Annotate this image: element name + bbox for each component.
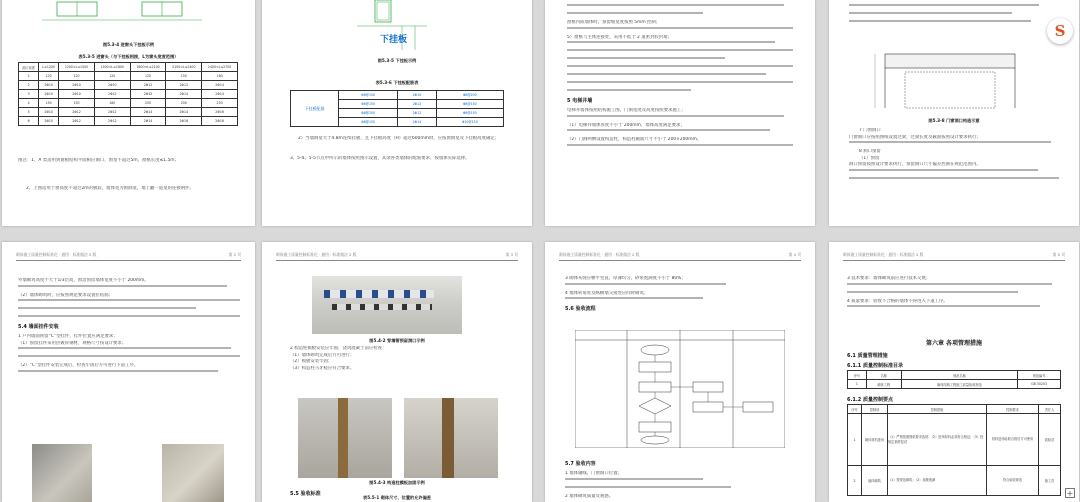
table-header-cell: 序号	[848, 371, 867, 380]
body-line: （2）门洞两侧设置构造柱，构造柱截面尺寸不小于 200×200mm。	[567, 137, 702, 143]
table-cell: Φ8@150	[436, 109, 503, 118]
table-row	[19, 99, 238, 108]
body-line: （2）模板安装牢固；	[290, 359, 333, 365]
table-cell: 200	[130, 99, 166, 108]
table-cell: 250	[202, 99, 238, 108]
table-cell: 砌体材料进场	[862, 414, 888, 466]
page-number: 第 2 页	[228, 252, 241, 257]
table-cell: 材料进场验收合格后方可使用	[987, 414, 1039, 466]
document-page-4[interactable]	[829, 0, 1079, 226]
table-header-cell: 控制项	[862, 405, 888, 414]
page-header	[843, 252, 1065, 261]
body-line: 7 门窗洞口	[859, 128, 881, 133]
table-row	[19, 72, 238, 81]
body-line: 3 砌体灰缝应横平竖直、厚薄均匀，砂浆饱满度不小于 80%；	[565, 276, 686, 281]
page-number: 第 5 页	[1052, 252, 1065, 257]
table-cell: 2	[848, 466, 862, 496]
page-header	[559, 252, 801, 261]
table-cell: 2Φ10	[59, 81, 95, 90]
document-page-3[interactable]	[545, 0, 815, 226]
table-cell: 2Φ14	[202, 81, 238, 90]
section-heading: 5.5 验收标准	[290, 491, 321, 497]
body-text-block	[849, 4, 1039, 28]
table-cell: 2Φ14	[130, 108, 166, 117]
app-logo-button[interactable]: S	[1047, 18, 1073, 44]
body-line: 洞口预留按照设计要求执行，预留洞口尺寸偏差控制在规范范围内。	[849, 162, 981, 168]
table-cell: 2Φ12	[398, 109, 436, 118]
table-cell: 2Φ12	[130, 81, 166, 90]
table-cell: 2Φ12	[94, 117, 130, 126]
table-cell: 2Φ12	[166, 81, 202, 90]
table-cell: Φ10@150	[436, 118, 503, 127]
page-number: 第 4 页	[788, 252, 801, 257]
body-line: 电梯井墙体按照结构施工图，门洞宽度及高度按照要求施工；	[567, 108, 686, 114]
table-caption: 表5.3-6 下挂板配筋表	[375, 80, 419, 85]
section-heading: 5.4 墙面挂件安装	[18, 324, 59, 331]
figure-caption: 图5.3-8 门窗洞口构造示意	[928, 118, 980, 123]
table-cell: 2Φ14	[166, 108, 202, 117]
table-row	[19, 108, 238, 117]
body-line: 4 墙体转角处及纵横墙交接处应同时砌筑；	[565, 290, 649, 296]
table-row	[19, 90, 238, 99]
section-heading: 5.6 验收流程	[565, 306, 596, 313]
table-header-cell: 2400<L≤2700	[202, 63, 238, 72]
photo	[298, 398, 392, 478]
acceptance-flowchart	[575, 330, 785, 448]
table-cell: 180	[202, 72, 238, 81]
table-cell: GB 50203	[1018, 380, 1061, 389]
page-header	[16, 252, 241, 261]
document-page-1[interactable]	[2, 0, 255, 226]
document-page-7[interactable]	[545, 242, 815, 502]
table-header-cell: 洞口宽度	[19, 63, 39, 72]
table-cell: 质检员	[1039, 414, 1061, 466]
body-line: （2）墙体砌筑时，应按照规范要求设置拉结筋；	[18, 292, 113, 298]
table-cell: 1	[848, 414, 862, 466]
table-cell: 2Φ16	[202, 108, 238, 117]
photo	[312, 276, 462, 334]
figure-caption: 图5.3-5 下挂板示例	[377, 58, 417, 63]
table-cell: 2Φ10	[39, 90, 59, 99]
table-cell: 2Φ12	[94, 90, 130, 99]
table-cell: 2Φ16	[202, 117, 238, 126]
document-page-6[interactable]	[262, 242, 532, 502]
table-header-cell: 下挂板配筋	[291, 91, 339, 127]
figure-caption: 图5.4-2 穿墙管预留洞口示例	[369, 338, 425, 343]
table-caption: 表5.5-1 砌体尺寸、位置的允许偏差	[363, 495, 431, 500]
table-cell: 120	[39, 72, 59, 81]
table-cell: 200	[166, 99, 202, 108]
photo	[162, 444, 224, 502]
table-cell: 砌体结构工程施工质量验收规范	[901, 380, 1017, 389]
section-heading: 6.1 质量管理措施	[847, 353, 888, 359]
photo	[32, 444, 92, 502]
table-cell: 4	[19, 99, 39, 108]
table-cell: 120	[130, 72, 166, 81]
body-line: 1 墙体轴线、门窗洞口位置；	[565, 471, 622, 476]
table-header-cell: 名称	[866, 371, 901, 380]
table-row	[848, 414, 1061, 466]
figure-caption: 图5.3-4 进窗头下挂板示例	[102, 42, 155, 47]
table-cell: Φ8@200	[339, 109, 398, 118]
section-heading: 5 电梯井墙	[567, 98, 593, 105]
table-cell: 120	[59, 72, 95, 81]
table-cell: 2Φ16	[166, 117, 202, 126]
table-cell: 墙体砌筑	[862, 466, 888, 496]
note-line: 2、上图适用于窗高度不超过2m的板段，墙体宽为窗洞宽，墙上翻一道宽的连接钢件。	[26, 186, 194, 191]
body-line: 外墙砌筑高度不大于1/3层高，窗边预留墙体宽度不小于 200mm。	[18, 278, 149, 283]
photo	[404, 398, 498, 478]
table-header-cell: 1200<L≤1500	[59, 63, 95, 72]
table-cell: 砌体工程	[866, 380, 901, 389]
table-cell: （1）严格按照图纸要求选材；（2）进场材料必须有合格证；（3）按规定抽样复试	[888, 414, 987, 466]
table-cell: Φ8@200	[436, 91, 503, 100]
page-number: 第 3 页	[505, 252, 518, 257]
body-text-block	[847, 276, 1061, 313]
table-cell: 2Φ12	[94, 108, 130, 117]
table-cell: 2Φ10	[39, 81, 59, 90]
note-line: 3、5-4、5-5节点中所示的墙体按照图示设置，其余各类墙体的配筋要求，按墙体实际选择。	[290, 156, 470, 161]
body-line: （1）墙体砌筑完成后方可进行；	[290, 352, 355, 358]
body-line: 窗框内嵌墙体时，预留缝宽度按照 5mm 控制；	[567, 20, 661, 25]
table-cell: 2Φ14	[202, 90, 238, 99]
table-cell: 2Φ14	[166, 90, 202, 99]
document-page-2[interactable]	[262, 0, 532, 226]
table-cell: Φ6@150	[339, 91, 398, 100]
table-cell: 2Φ12	[130, 90, 166, 99]
body-line: （1）预留挂件采用热镀锌钢材，规格尺寸按设计要求；	[18, 340, 127, 346]
table-cell: 2Φ10	[94, 81, 130, 90]
table-cell: 2Φ10	[59, 90, 95, 99]
table-row	[848, 466, 1061, 496]
body-text-block	[565, 456, 795, 500]
body-line: （3）构造柱马牙槎应符合要求。	[290, 365, 355, 371]
table-cell: 2	[19, 81, 39, 90]
body-line: （1）预留	[859, 155, 880, 161]
table-header-cell: 规范编号	[1018, 371, 1061, 380]
table-header-cell: 2100<L≤2400	[166, 63, 202, 72]
body-line: 2 构造柱模板安装应牢固，浇筑混凝土前应检查：	[290, 346, 387, 351]
figure-label: 下挂板	[380, 35, 408, 45]
table-cell: 2Φ14	[398, 118, 436, 127]
table-cell: Φ8@150	[339, 118, 398, 127]
page-header-title: 砌体施工质量控制标准化 · 通用 · 标准做法 2 版	[276, 252, 357, 257]
standards-table	[847, 370, 1061, 389]
table-row	[19, 81, 238, 90]
table-cell: （1）按规范砌筑；（2）灰缝饱满	[888, 466, 987, 496]
figure-caption: 图5.4-3 构造柱模板加固示例	[369, 480, 425, 485]
table-cell: 2Φ10	[39, 108, 59, 117]
page-header-title: 砌体施工质量控制标准化 · 通用 · 标准做法 2 版	[559, 252, 640, 257]
table-cell: Φ8@150	[436, 100, 503, 109]
table-cell: 180	[94, 99, 130, 108]
body-line: 1 户内墙面预留“C”型挂件，挂件位置应满足要求；	[18, 334, 118, 340]
body-line: 4 质量要求：验收不合格的墙体不得进入下道工序。	[847, 298, 948, 304]
body-text-block	[290, 346, 510, 372]
section-heading: 6.1.1 质量控制标准目录	[847, 363, 903, 369]
chapter-title: 第六章 各项管理措施	[925, 340, 983, 347]
body-line: 5）窗框与主体连接处，采用不低于 2 道密封胶封堵；	[567, 34, 672, 40]
table-header-cell: 规范名称	[901, 371, 1017, 380]
body-text-block	[565, 276, 795, 316]
body-line: 2 墙体砌筑质量及观感。	[565, 493, 614, 499]
note-line: 2）当墙洞宽大于4.8m连续挂板，且下挂板高度（H）超过600mm时，应按窗洞宽及下挂板高度确定；	[298, 136, 500, 141]
body-text-block	[18, 278, 240, 378]
body-line: 3 技术要求：墙体砌筑前应进行技术交底；	[847, 276, 931, 281]
page-header-title: 砌体施工质量控制标准化 · 通用 · 标准做法 2 版	[843, 252, 924, 257]
table-header-cell: 责任人	[1039, 405, 1061, 414]
lintel-reinforcement-table	[290, 90, 504, 127]
table-cell: 2Φ14	[130, 117, 166, 126]
lintel-figure	[347, 0, 437, 55]
section-heading: 6.1.2 质量控制要点	[847, 397, 893, 403]
table-cell: 施工员	[1039, 466, 1061, 496]
body-line: （1）电梯井墙体厚度不小于 200mm，墙体高度满足要求；	[567, 122, 685, 128]
table-cell: 150	[39, 99, 59, 108]
control-points-table	[847, 404, 1061, 496]
body-line: 门窗洞口应按照图纸设置过梁，过梁长度及截面按照设计要求执行；	[849, 134, 981, 140]
table-cell: 3	[19, 90, 39, 99]
table-cell: 2Φ10	[398, 91, 436, 100]
table-header-cell: 1800<L≤2100	[130, 63, 166, 72]
add-page-button[interactable]: +	[1066, 489, 1074, 498]
table-cell: 2Φ10	[39, 117, 59, 126]
section-heading: 5.7 验收内容	[565, 461, 596, 467]
table-header-cell: 序号	[848, 405, 862, 414]
table-cell: 1	[848, 380, 867, 389]
door-opening-figure	[865, 44, 1035, 114]
body-text-block	[567, 4, 793, 152]
table-cell: 6	[19, 117, 39, 126]
table-cell: 2Φ12	[59, 108, 95, 117]
document-page-8[interactable]	[829, 242, 1079, 502]
table-cell: 2Φ12	[398, 100, 436, 109]
table-header-row	[19, 63, 238, 72]
table-cell: 120	[94, 72, 130, 81]
table-header-cell: 控制要求	[987, 405, 1039, 414]
table-cell: Φ6@150	[339, 100, 398, 109]
table-cell: 150	[59, 99, 95, 108]
page-header-title: 砌体施工质量控制标准化 · 通用 · 标准做法 2 版	[16, 252, 97, 257]
table-cell: 符合验收规范	[987, 466, 1039, 496]
table-row	[19, 117, 238, 126]
reinforcement-table	[18, 62, 238, 126]
table-caption: 表5.3-5 进窗头（与下挂板相接，L为窗头宽度范围）	[78, 54, 179, 59]
body-text-block	[849, 128, 1059, 185]
table-header-cell: L≤1200	[39, 63, 59, 72]
table-cell: 5	[19, 108, 39, 117]
note-line: 图注：1、A 类适用到窗板结构平面相应洞口，窗宽不超过5m，窗框长度≤1.5m；	[18, 158, 179, 163]
table-header-cell: 控制措施	[888, 405, 987, 414]
window-detail-figure	[22, 0, 232, 40]
document-page-5[interactable]	[2, 242, 255, 502]
body-line: 8 洞口预留	[859, 149, 881, 155]
table-cell: 150	[166, 72, 202, 81]
table-cell: 2Φ12	[59, 117, 95, 126]
table-cell: 1	[19, 72, 39, 81]
table-header-cell: 1500<L≤1800	[94, 63, 130, 72]
page-header	[276, 252, 518, 261]
body-line: （2）“C”型挂件安装完成后，检查牢固后方可进行下道工序。	[18, 363, 139, 369]
